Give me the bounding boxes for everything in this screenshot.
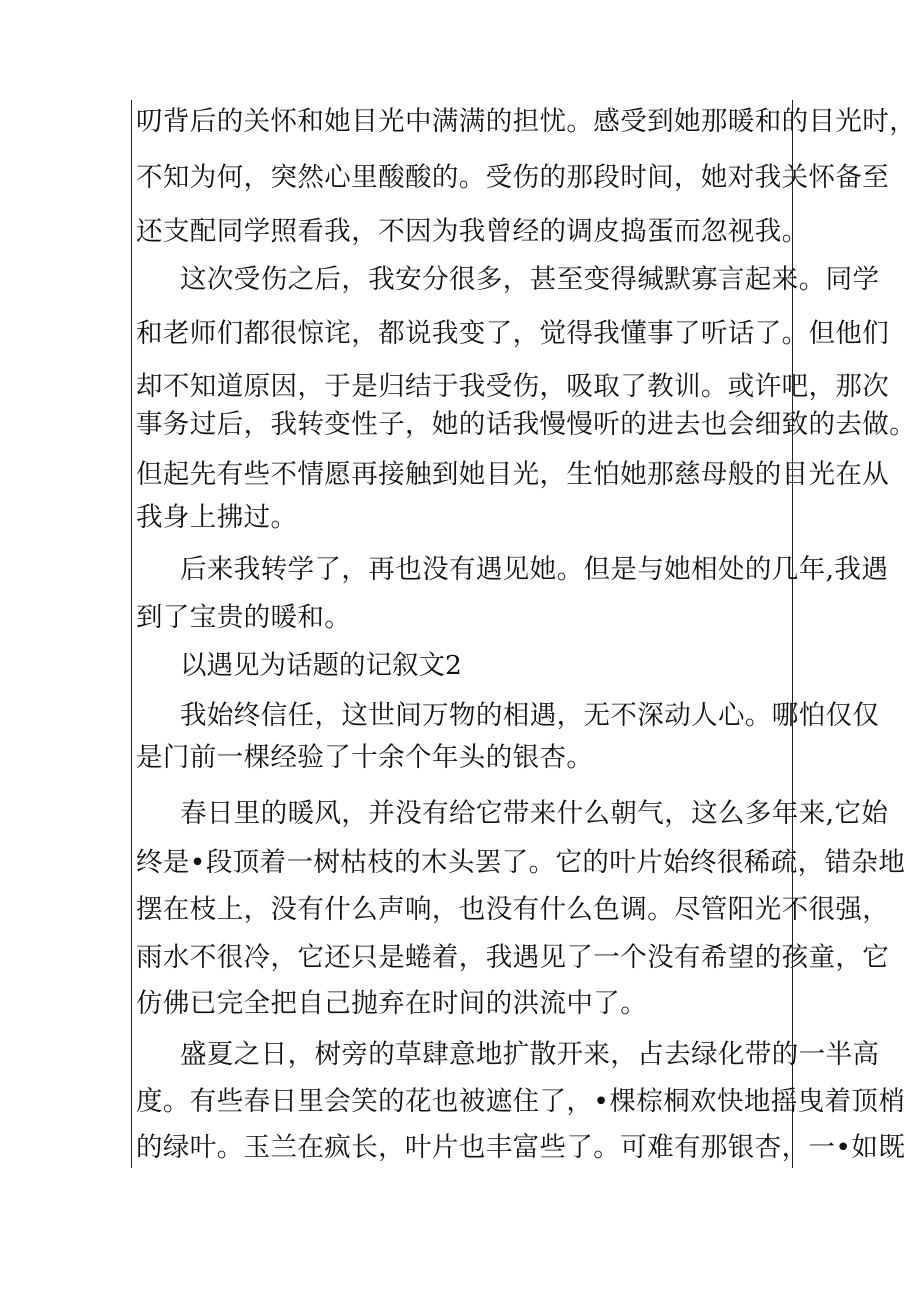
left-border-line <box>131 100 132 1168</box>
paragraph-line: 我始终信任，这世间万物的相遇，无不深动人心。哪怕仅仅 <box>180 700 880 731</box>
paragraph-line: 雨水不很冷，它还只是蜷着，我遇见了一个没有希望的孩童，它 <box>136 942 890 973</box>
paragraph-line: 但起先有些不情愿再接触到她目光，生怕她那慈母般的目光在从 <box>136 459 890 490</box>
paragraph-line: 我身上拂过。 <box>136 502 298 533</box>
paragraph-line: 却不知道原因，于是归结于我受伤，吸取了教训。或许吧，那次 <box>136 371 890 402</box>
paragraph-line: 的绿叶。玉兰在疯长，叶片也丰富些了。可难有那银杏，一•如既 <box>136 1132 906 1163</box>
paragraph-line: 摆在枝上，没有什么声响，也没有什么色调。尽管阳光不很强， <box>136 894 890 925</box>
paragraph-line: 是门前一棵经验了十余个年头的银杏。 <box>136 742 594 773</box>
paragraph-line: 后来我转学了，再也没有遇见她。但是与她相处的几年,我遇 <box>180 554 889 585</box>
paragraph-line: 度。有些春日里会笑的花也被遮住了，•棵棕桐欢快地摇曳着顶梢 <box>136 1086 906 1117</box>
paragraph-line: 盛夏之日，树旁的草肆意地扩散开来，占去绿化带的一半高 <box>180 1039 880 1070</box>
paragraph-line: 仿佛已完全把自己抛弃在时间的洪流中了。 <box>136 988 648 1019</box>
paragraph-line: 这次受伤之后，我安分很多，甚至变得缄默寡言起来。同学 <box>180 264 880 295</box>
paragraph-line: 还支配同学照看我，不因为我曾经的调皮捣蛋而忽视我。 <box>136 216 809 247</box>
paragraph-line: 终是•段顶着一树枯枝的木头罢了。它的叶片始终很稀疏，错杂地 <box>136 847 906 878</box>
paragraph-line: 叨背后的关怀和她目光中满满的担忧。感受到她那暖和的目光时， <box>136 106 917 137</box>
paragraph-line: 事务过后，我转变性子，她的话我慢慢听的进去也会细致的去做。 <box>136 409 917 440</box>
paragraph-line: 到了宝贵的暖和。 <box>136 602 352 633</box>
paragraph-line: 和老师们都很惊诧，都说我变了，觉得我懂事了听话了。但他们 <box>136 318 890 349</box>
paragraph-line: 春日里的暖风，并没有给它带来什么朝气，这么多年来,它始 <box>180 798 889 829</box>
section-title: 以遇见为话题的记叙文2 <box>180 650 462 681</box>
paragraph-line: 不知为何，突然心里酸酸的。受伤的那段时间，她对我关怀备至 <box>136 162 890 193</box>
